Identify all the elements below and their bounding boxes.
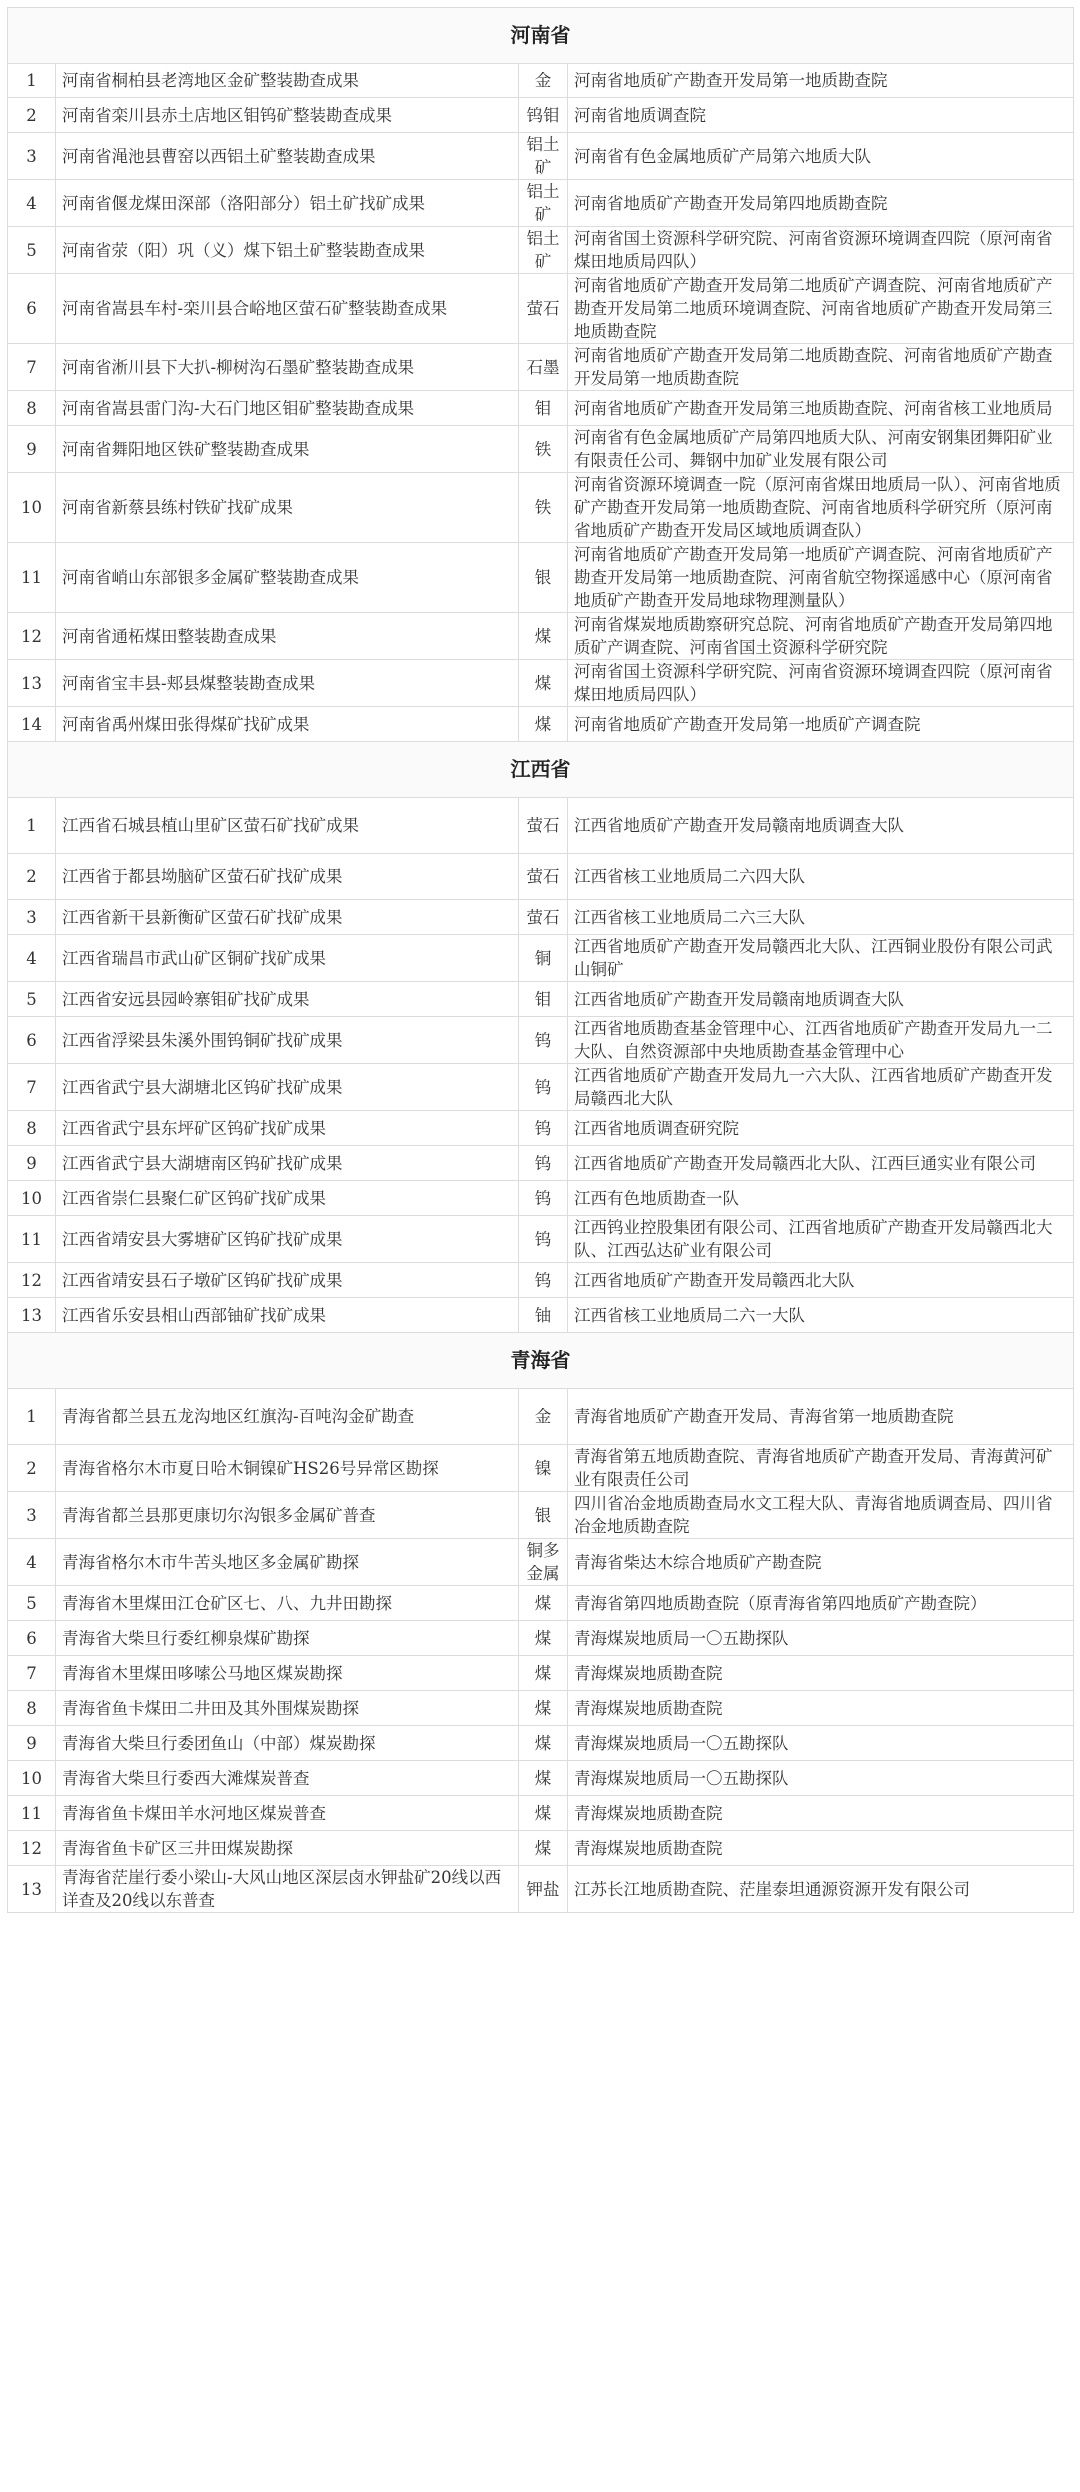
row-number: 1 [8,1389,56,1445]
row-number: 3 [8,1492,56,1539]
organization: 青海煤炭地质局一〇五勘探队 [568,1761,1074,1796]
row-number: 11 [8,543,56,613]
row-number: 3 [8,900,56,935]
table-row [8,1017,1074,1064]
organization: 青海省第五地质勘查院、青海省地质矿产勘查开发局、青海黄河矿业有限责任公司 [568,1445,1074,1492]
table-row [8,180,1074,227]
organization: 青海省第四地质勘查院（原青海省第四地质矿产勘查院） [568,1586,1074,1621]
mineral-type: 石墨 [519,344,568,391]
row-number: 3 [8,133,56,180]
row-number: 6 [8,1017,56,1064]
table-row [8,1539,1074,1586]
row-number: 7 [8,344,56,391]
mineral-type: 萤石 [519,274,568,344]
project-name: 青海省鱼卡矿区三井田煤炭勘探 [56,1831,519,1866]
mineral-type: 镍 [519,1445,568,1492]
project-name: 江西省靖安县石子墩矿区钨矿找矿成果 [56,1263,519,1298]
mineral-type: 钼 [519,391,568,426]
organization: 河南省地质矿产勘查开发局第三地质勘查院、河南省核工业地质局 [568,391,1074,426]
table-row [8,1831,1074,1866]
project-name: 江西省乐安县相山西部铀矿找矿成果 [56,1298,519,1333]
project-name: 河南省栾川县赤土店地区钼钨矿整装勘查成果 [56,98,519,133]
row-number: 13 [8,1866,56,1913]
project-name: 江西省崇仁县聚仁矿区钨矿找矿成果 [56,1181,519,1216]
table-row [8,1445,1074,1492]
mineral-type: 铝土矿 [519,227,568,274]
table-row [8,1181,1074,1216]
row-number: 10 [8,1761,56,1796]
organization: 河南省地质矿产勘查开发局第四地质勘查院 [568,180,1074,227]
table-row [8,1298,1074,1333]
mineral-type: 钨钼 [519,98,568,133]
organization: 青海煤炭地质局一〇五勘探队 [568,1726,1074,1761]
project-name: 江西省石城县植山里矿区萤石矿找矿成果 [56,798,519,854]
mineral-type: 钨 [519,1111,568,1146]
mineral-type: 铁 [519,473,568,543]
mineral-type: 金 [519,1389,568,1445]
project-name: 河南省禹州煤田张得煤矿找矿成果 [56,707,519,742]
table-row [8,227,1074,274]
organization: 青海煤炭地质局一〇五勘探队 [568,1621,1074,1656]
row-number: 11 [8,1796,56,1831]
row-number: 12 [8,613,56,660]
table-row [8,1621,1074,1656]
organization: 江西省地质矿产勘查开发局九一六大队、江西省地质矿产勘查开发局赣西北大队 [568,1064,1074,1111]
mineral-type: 铜 [519,935,568,982]
organization: 青海省地质矿产勘查开发局、青海省第一地质勘查院 [568,1389,1074,1445]
table-row [8,133,1074,180]
row-number: 9 [8,1146,56,1181]
mineral-type: 铝土矿 [519,133,568,180]
mineral-type: 煤 [519,1831,568,1866]
organization: 江西钨业控股集团有限公司、江西省地质矿产勘查开发局赣西北大队、江西弘达矿业有限公司 [568,1216,1074,1263]
mineral-type: 钨 [519,1216,568,1263]
mineral-type: 煤 [519,660,568,707]
table-row [8,660,1074,707]
organization: 江西省核工业地质局二六一大队 [568,1298,1074,1333]
table-row [8,64,1074,98]
row-number: 10 [8,473,56,543]
organization: 青海煤炭地质勘查院 [568,1691,1074,1726]
mineral-type: 萤石 [519,854,568,900]
project-name: 青海省都兰县那更康切尔沟银多金属矿普查 [56,1492,519,1539]
organization: 河南省国土资源科学研究院、河南省资源环境调查四院（原河南省煤田地质局四队） [568,660,1074,707]
project-name: 河南省通柘煤田整装勘查成果 [56,613,519,660]
organization: 青海省柴达木综合地质矿产勘查院 [568,1539,1074,1586]
project-name: 青海省大柴旦行委团鱼山（中部）煤炭勘探 [56,1726,519,1761]
project-name: 青海省格尔木市夏日哈木铜镍矿HS26号异常区勘探 [56,1445,519,1492]
project-name: 河南省新蔡县练村铁矿找矿成果 [56,473,519,543]
row-number: 10 [8,1181,56,1216]
project-name: 青海省木里煤田江仓矿区七、八、九井田勘探 [56,1586,519,1621]
project-name: 江西省于都县坳脑矿区萤石矿找矿成果 [56,854,519,900]
mineral-type: 煤 [519,1586,568,1621]
mineral-type: 煤 [519,707,568,742]
project-name: 江西省武宁县大湖塘北区钨矿找矿成果 [56,1064,519,1111]
project-name: 河南省嵩县车村-栾川县合峪地区萤石矿整装勘查成果 [56,274,519,344]
row-number: 4 [8,180,56,227]
row-number: 4 [8,935,56,982]
mineral-type: 钾盐 [519,1866,568,1913]
table-row [8,900,1074,935]
province-title: 河南省 [8,8,1074,64]
mineral-type: 铀 [519,1298,568,1333]
mineral-type: 煤 [519,613,568,660]
mineral-type: 萤石 [519,900,568,935]
organization: 河南省地质调查院 [568,98,1074,133]
organization: 河南省有色金属地质矿产局第六地质大队 [568,133,1074,180]
table-row [8,1691,1074,1726]
table-row [8,344,1074,391]
organization: 河南省地质矿产勘查开发局第一地质矿产调查院、河南省地质矿产勘查开发局第一地质勘查院、河南省航空物探遥感中心（原河南省地质矿产勘查开发局地球物理测量队） [568,543,1074,613]
table-row [8,543,1074,613]
organization: 河南省地质矿产勘查开发局第一地质矿产调查院 [568,707,1074,742]
organization: 江西省地质矿产勘查开发局赣南地质调查大队 [568,982,1074,1017]
table-row [8,982,1074,1017]
mineral-type: 煤 [519,1726,568,1761]
organization: 河南省地质矿产勘查开发局第二地质矿产调查院、河南省地质矿产勘查开发局第二地质环境调查院、河南省地质矿产勘查开发局第三地质勘查院 [568,274,1074,344]
row-number: 8 [8,391,56,426]
mineral-type: 铜多金属 [519,1539,568,1586]
row-number: 9 [8,1726,56,1761]
organization: 江西有色地质勘查一队 [568,1181,1074,1216]
mineral-type: 煤 [519,1761,568,1796]
row-number: 12 [8,1831,56,1866]
table-row [8,1216,1074,1263]
mineral-type: 铝土矿 [519,180,568,227]
row-number: 8 [8,1691,56,1726]
row-number: 13 [8,660,56,707]
table-row [8,854,1074,900]
project-name: 江西省新干县新衡矿区萤石矿找矿成果 [56,900,519,935]
project-name: 河南省渑池县曹窑以西铝土矿整装勘查成果 [56,133,519,180]
table-row [8,1389,1074,1445]
mineral-type: 钨 [519,1263,568,1298]
project-name: 青海省格尔木市牛苦头地区多金属矿勘探 [56,1539,519,1586]
project-name: 江西省靖安县大雾塘矿区钨矿找矿成果 [56,1216,519,1263]
table-row [8,1492,1074,1539]
organization: 河南省资源环境调查一院（原河南省煤田地质局一队）、河南省地质矿产勘查开发局第一地质勘查院、河南省地质科学研究所（原河南省地质矿产勘查开发局区域地质调查队） [568,473,1074,543]
mineral-type: 金 [519,64,568,98]
organization: 青海煤炭地质勘查院 [568,1831,1074,1866]
table-row [8,1796,1074,1831]
row-number: 6 [8,274,56,344]
row-number: 6 [8,1621,56,1656]
project-name: 江西省瑞昌市武山矿区铜矿找矿成果 [56,935,519,982]
table-row [8,274,1074,344]
row-number: 1 [8,798,56,854]
organization: 江西省地质勘查基金管理中心、江西省地质矿产勘查开发局九一二大队、自然资源部中央地质勘查基金管理中心 [568,1017,1074,1064]
table-row [8,98,1074,133]
row-number: 4 [8,1539,56,1586]
table-row [8,473,1074,543]
organization: 江西省地质矿产勘查开发局赣南地质调查大队 [568,798,1074,854]
project-name: 江西省武宁县东坪矿区钨矿找矿成果 [56,1111,519,1146]
row-number: 8 [8,1111,56,1146]
project-name: 河南省宝丰县-郏县煤整装勘查成果 [56,660,519,707]
table-row [8,1586,1074,1621]
results-table [7,7,1074,1913]
row-number: 2 [8,854,56,900]
organization: 青海煤炭地质勘查院 [568,1796,1074,1831]
project-name: 河南省嵩县雷门沟-大石门地区钼矿整装勘查成果 [56,391,519,426]
table-row [8,1656,1074,1691]
table-row [8,391,1074,426]
table-row [8,613,1074,660]
mineral-type: 钨 [519,1064,568,1111]
project-name: 河南省舞阳地区铁矿整装勘查成果 [56,426,519,473]
row-number: 7 [8,1064,56,1111]
table-row [8,1111,1074,1146]
project-name: 青海省木里煤田哆嗦公马地区煤炭勘探 [56,1656,519,1691]
table-row [8,1064,1074,1111]
row-number: 14 [8,707,56,742]
mineral-type: 煤 [519,1796,568,1831]
mineral-type: 煤 [519,1621,568,1656]
mineral-type: 钨 [519,1017,568,1064]
table-row [8,1761,1074,1796]
row-number: 9 [8,426,56,473]
row-number: 5 [8,1586,56,1621]
mineral-type: 煤 [519,1656,568,1691]
row-number: 7 [8,1656,56,1691]
row-number: 12 [8,1263,56,1298]
project-name: 青海省鱼卡煤田二井田及其外围煤炭勘探 [56,1691,519,1726]
row-number: 11 [8,1216,56,1263]
province-header-row [8,1333,1074,1389]
organization: 江西省地质矿产勘查开发局赣西北大队、江西巨通实业有限公司 [568,1146,1074,1181]
row-number: 2 [8,98,56,133]
organization: 河南省煤炭地质勘察研究总院、河南省地质矿产勘查开发局第四地质矿产调查院、河南省国土资源科学研究院 [568,613,1074,660]
province-header-row [8,8,1074,64]
project-name: 河南省桐柏县老湾地区金矿整装勘查成果 [56,64,519,98]
mineral-type: 钨 [519,1181,568,1216]
mineral-type: 钨 [519,1146,568,1181]
row-number: 13 [8,1298,56,1333]
mineral-type: 煤 [519,1691,568,1726]
organization: 江苏长江地质勘查院、茫崖泰坦通源资源开发有限公司 [568,1866,1074,1913]
row-number: 2 [8,1445,56,1492]
province-title: 江西省 [8,742,1074,798]
organization: 青海煤炭地质勘查院 [568,1656,1074,1691]
mineral-type: 银 [519,543,568,613]
row-number: 5 [8,982,56,1017]
mineral-type: 铁 [519,426,568,473]
project-name: 河南省峭山东部银多金属矿整装勘查成果 [56,543,519,613]
organization: 江西省地质调查研究院 [568,1111,1074,1146]
organization: 江西省地质矿产勘查开发局赣西北大队 [568,1263,1074,1298]
organization: 江西省核工业地质局二六四大队 [568,854,1074,900]
project-name: 青海省茫崖行委小梁山-大风山地区深层卤水钾盐矿20线以西详查及20线以东普查 [56,1866,519,1913]
organization: 江西省地质矿产勘查开发局赣西北大队、江西铜业股份有限公司武山铜矿 [568,935,1074,982]
organization: 河南省国土资源科学研究院、河南省资源环境调查四院（原河南省煤田地质局四队） [568,227,1074,274]
organization: 河南省地质矿产勘查开发局第二地质勘查院、河南省地质矿产勘查开发局第一地质勘查院 [568,344,1074,391]
project-name: 河南省淅川县下大扒-柳树沟石墨矿整装勘查成果 [56,344,519,391]
organization: 河南省地质矿产勘查开发局第一地质勘查院 [568,64,1074,98]
table-row [8,1146,1074,1181]
table-row [8,1263,1074,1298]
row-number: 1 [8,64,56,98]
project-name: 江西省浮梁县朱溪外围钨铜矿找矿成果 [56,1017,519,1064]
province-header-row [8,742,1074,798]
mineral-type: 银 [519,1492,568,1539]
project-name: 江西省武宁县大湖塘南区钨矿找矿成果 [56,1146,519,1181]
province-title: 青海省 [8,1333,1074,1389]
row-number: 5 [8,227,56,274]
project-name: 河南省荥（阳）巩（义）煤下铝土矿整装勘查成果 [56,227,519,274]
table-row [8,798,1074,854]
organization: 河南省有色金属地质矿产局第四地质大队、河南安钢集团舞阳矿业有限责任公司、舞钢中加矿业发展有限公司 [568,426,1074,473]
table-row [8,707,1074,742]
mineral-type: 萤石 [519,798,568,854]
table-row [8,935,1074,982]
project-name: 青海省都兰县五龙沟地区红旗沟-百吨沟金矿勘查 [56,1389,519,1445]
table-row [8,1866,1074,1913]
organization: 江西省核工业地质局二六三大队 [568,900,1074,935]
project-name: 青海省大柴旦行委西大滩煤炭普查 [56,1761,519,1796]
project-name: 河南省偃龙煤田深部（洛阳部分）铝土矿找矿成果 [56,180,519,227]
table-row [8,1726,1074,1761]
project-name: 江西省安远县园岭寨钼矿找矿成果 [56,982,519,1017]
project-name: 青海省大柴旦行委红柳泉煤矿勘探 [56,1621,519,1656]
organization: 四川省冶金地质勘查局水文工程大队、青海省地质调查局、四川省冶金地质勘查院 [568,1492,1074,1539]
table-row [8,426,1074,473]
mineral-type: 钼 [519,982,568,1017]
project-name: 青海省鱼卡煤田羊水河地区煤炭普查 [56,1796,519,1831]
